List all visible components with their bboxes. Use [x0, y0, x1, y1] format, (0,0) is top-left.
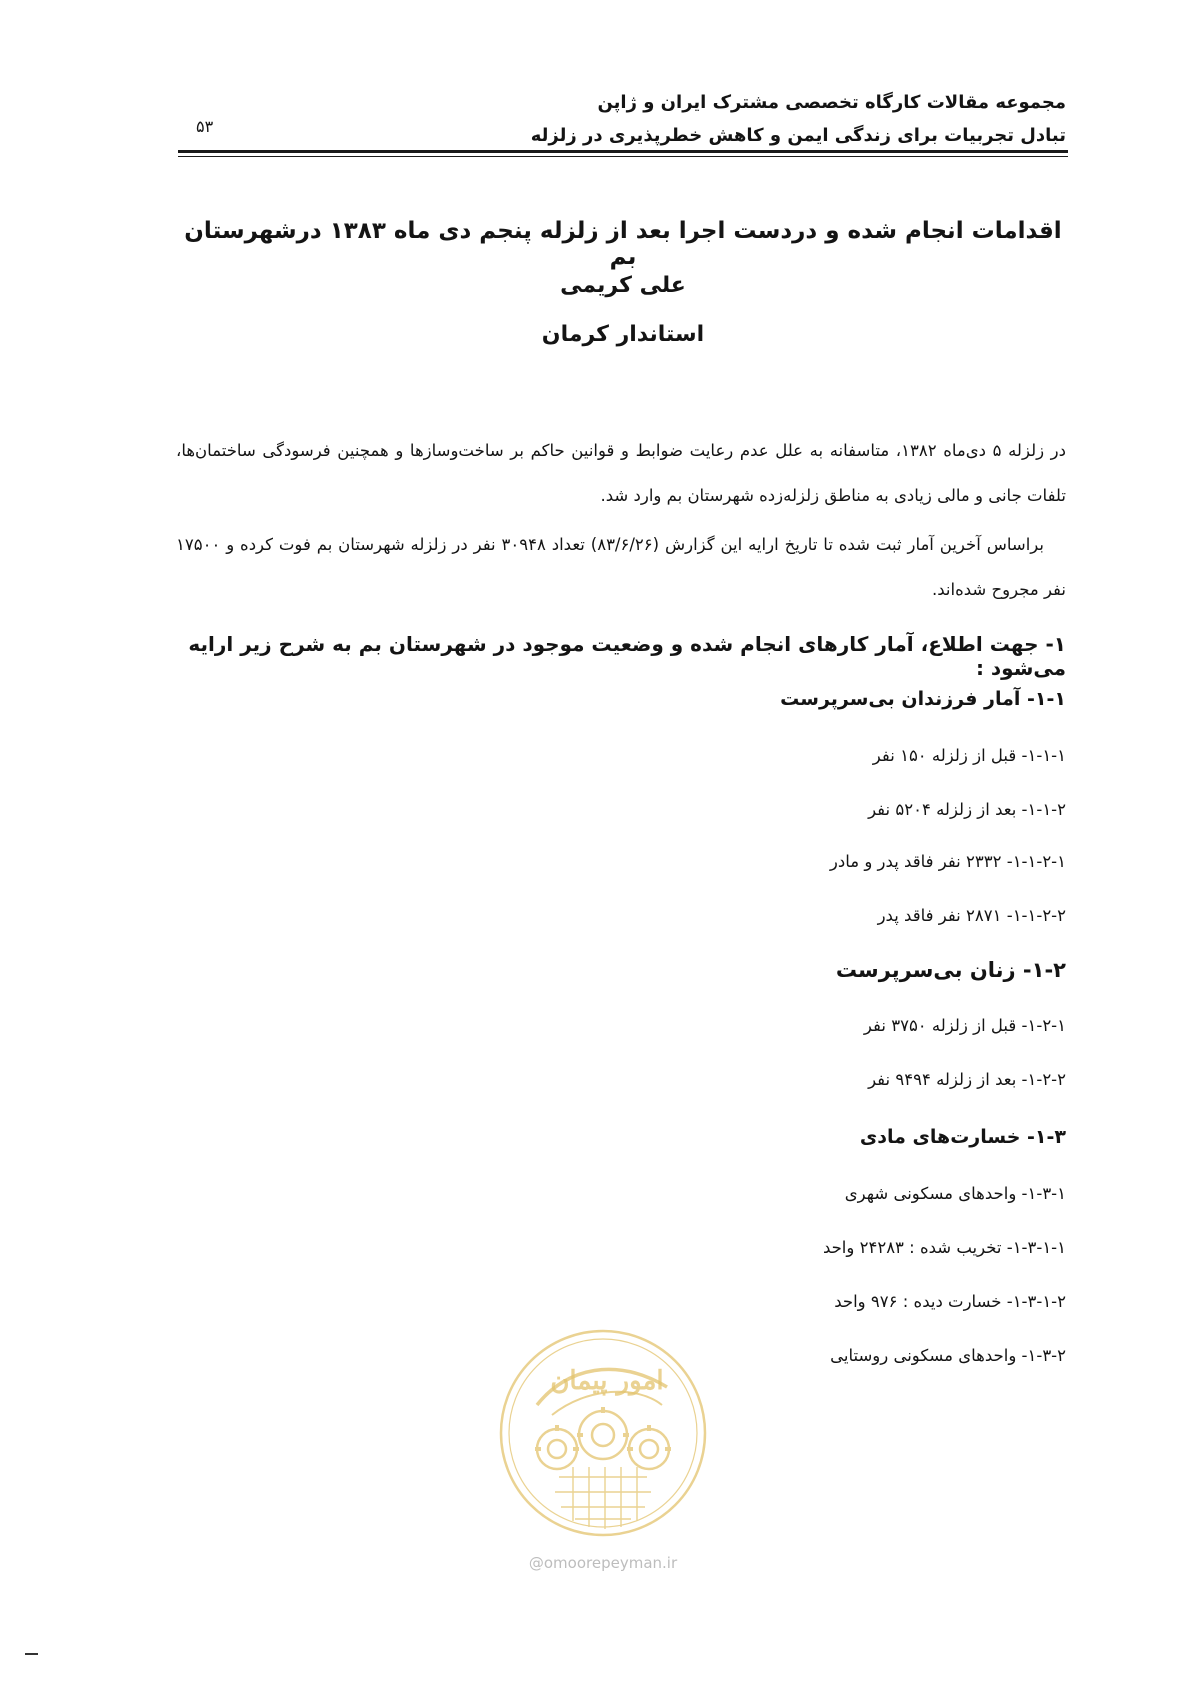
header-rule-thick [178, 150, 1068, 153]
list-item: ۱-۲-۱- قبل از زلزله ۳۷۵۰ نفر [863, 1016, 1066, 1035]
watermark-caption: @omoorepeyman.ir [528, 1554, 678, 1572]
article-title: اقدامات انجام شده و دردست اجرا بعد از زلزله پنجم دی ماه ۱۳۸۳ درشهرستان بم [184, 218, 1062, 270]
statistics-paragraph: براساس آخرین آمار ثبت شده تا تاریخ ارایه این گزارش (۸۳/۶/۲۶) تعداد ۳۰۹۴۸ نفر در زلزله شهرستان بم فوت کرده و ۱۷۵۰۰ نفر مجروح شده‌اند. [176, 535, 1066, 599]
list-item: ۱-۲-۲- بعد از زلزله ۹۴۹۴ نفر [868, 1070, 1066, 1089]
margin-mark [25, 1653, 38, 1655]
author-name: علی کریمی [560, 273, 686, 298]
omoorepeyman-seal-logo [497, 1327, 709, 1539]
running-header-collection-title: مجموعه مقالات کارگاه تخصصی مشترک ایران و ژاپن [597, 92, 1066, 113]
list-item: ۱-۱-۲-۱- ۲۳۳۲ نفر فاقد پدر و مادر [829, 852, 1066, 871]
author-role: استاندار کرمان [541, 322, 705, 347]
list-item: ۱-۳-۱- واحدهای مسکونی شهری [844, 1184, 1066, 1203]
list-item: ۱-۳-۱-۲- خسارت دیده : ۹۷۶ واحد [834, 1292, 1066, 1311]
list-item-material-damages-heading: ۱-۳- خسارت‌های مادی [859, 1126, 1066, 1148]
intro-paragraph: در زلزله ۵ دی‌ماه ۱۳۸۲، متاسفانه به علل عدم رعایت ضوابط و قوانین حاکم بر ساخت‌وسازها و همچنین فرسودگی ساختمان‌ها، تلفات جانی و مالی زیادی به مناطق زلزله‌زده شهرستان بم وارد شد. [176, 441, 1066, 505]
list-item-widows-heading: ۱-۲- زنان بی‌سرپرست [835, 958, 1066, 982]
list-item-orphans-heading: ۱-۱- آمار فرزندان بی‌سرپرست [780, 688, 1066, 710]
running-header-workshop-subtitle: تبادل تجربیات برای زندگی ایمن و کاهش خطرپذیری در زلزله [530, 125, 1066, 146]
list-item: ۱-۱-۱- قبل از زلزله ۱۵۰ نفر [872, 746, 1066, 765]
list-item: ۱-۱-۲- بعد از زلزله ۵۲۰۴ نفر [868, 800, 1066, 819]
seal-text: امور پیمان [550, 1366, 664, 1396]
header-rule-thin [178, 156, 1068, 157]
list-item: ۱-۳-۲- واحدهای مسکونی روستایی [830, 1346, 1066, 1365]
section-heading: ۱- جهت اطلاع، آمار کارهای انجام شده و وضعیت موجود در شهرستان بم به شرح زیر ارایه می‌شود : [188, 632, 1066, 680]
list-item: ۱-۱-۲-۲- ۲۸۷۱ نفر فاقد پدر [877, 906, 1066, 925]
list-item: ۱-۳-۱-۱- تخریب شده : ۲۴۲۸۳ واحد [822, 1238, 1066, 1257]
page-number: ۵۳ [196, 117, 214, 136]
